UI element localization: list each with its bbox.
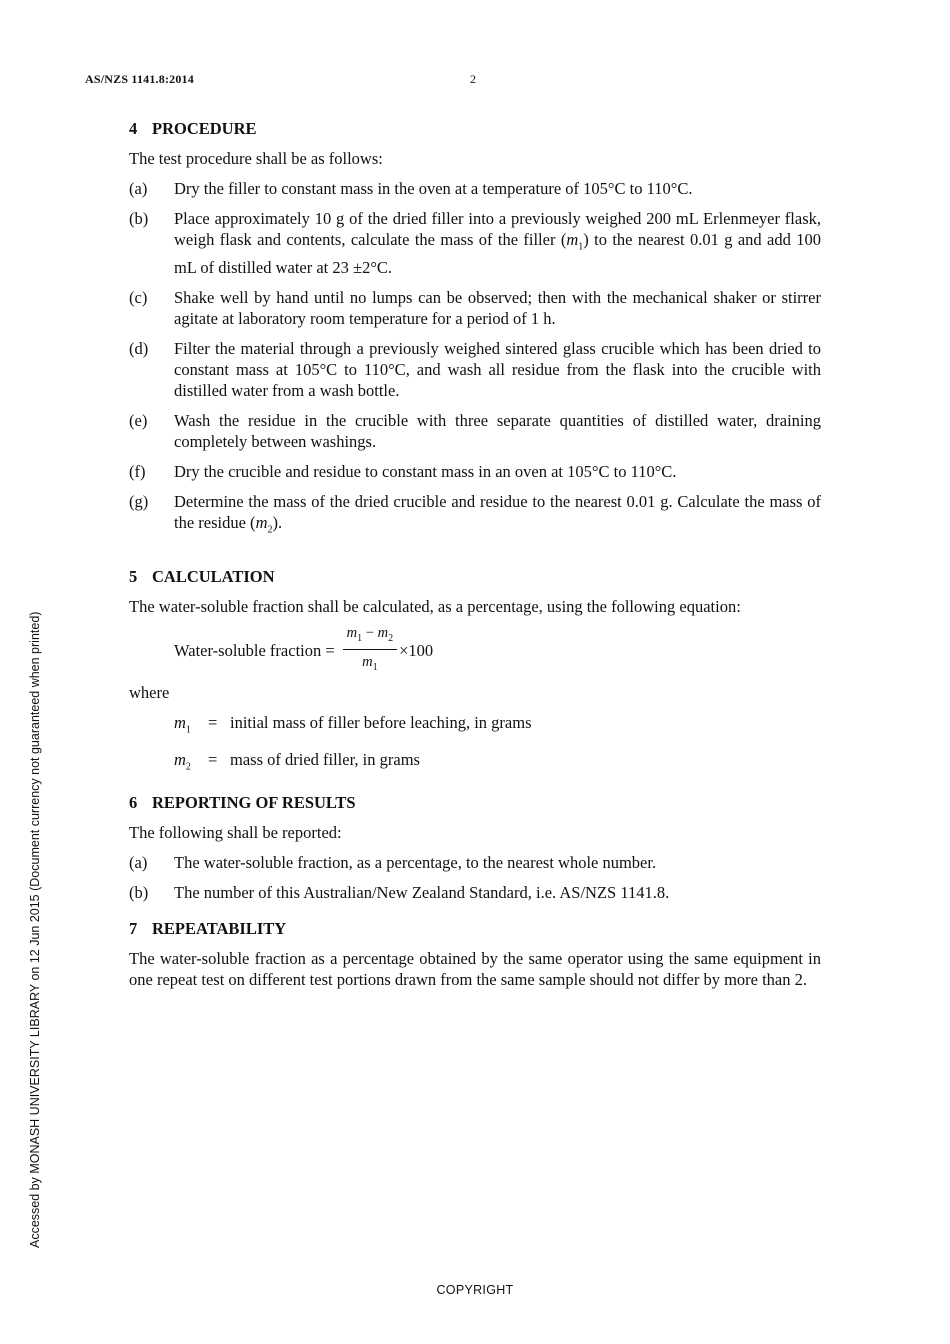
item-label: (g): [129, 492, 149, 512]
equation-multiplier: ×100: [399, 641, 434, 661]
document-body: [129, 118, 821, 999]
section-number: 4: [129, 119, 138, 138]
item-text: Determine the mass of the dried crucible and residue to the nearest 0.01 g. Calculate the mass of the residue $(m_2)$.: [174, 492, 821, 536]
standard-number: AS/NZS 1141.8:2014: [85, 72, 194, 86]
reporting-item-b: [129, 882, 821, 903]
item-text: Wash the residue in the crucible with three separate quantities of distilled water, draining completely between washings.: [174, 411, 821, 452]
section-number: 6: [129, 793, 138, 813]
definition-symbol: $m_2$: [174, 749, 191, 773]
item-text: Shake well by hand until no lumps can be observed; then with the mechanical shaker or stirrer agitate at laboratory room temperature for a period of 1 h.: [174, 288, 821, 329]
page-number: 2: [470, 72, 476, 86]
procedure-item-b: [129, 208, 821, 278]
section-title: REPEATABILITY: [152, 919, 287, 939]
item-label: (c): [129, 288, 148, 308]
item-label: (e): [129, 411, 148, 431]
procedure-item-c: [129, 287, 821, 329]
item-label: (f): [129, 462, 146, 482]
item-text: The water-soluble fraction, as a percentage, to the nearest whole number.: [174, 853, 657, 873]
definition-symbol: $m_1$: [174, 712, 191, 735]
section-number: 7: [129, 919, 138, 939]
procedure-item-d: [129, 338, 821, 401]
section-heading-procedure: [129, 118, 821, 139]
section-heading-reporting: [129, 792, 821, 813]
section-title: CALCULATION: [152, 566, 275, 586]
fraction-numerator: $m_1 - m_2$: [343, 625, 397, 650]
item-text: Dry the crucible and residue to constant mass in an oven at 105°C to 110°C.: [174, 462, 677, 482]
section-title: REPORTING OF RESULTS: [152, 793, 356, 813]
procedure-item-a: [129, 178, 821, 199]
reporting-intro: The following shall be reported:: [129, 823, 342, 843]
procedure-intro: The test procedure shall be as follows:: [129, 149, 383, 168]
procedure-item-e: [129, 410, 821, 452]
item-label: (a): [129, 853, 148, 873]
copyright-footer: COPYRIGHT: [436, 1283, 514, 1297]
item-label: (b): [129, 209, 149, 228]
section-heading-repeatability: [129, 918, 821, 939]
item-text: Place approximately 10 g of the dried filler into a previously weighed 200 mL Erlenmeyer flask, weigh flask and contents, calculate the mass of the filler $(m_1)$ to the nearest 0.01 g and add 100 mL of distilled water at 23 ±2°C.: [174, 209, 822, 278]
procedure-item-f: [129, 461, 821, 482]
definition-text: initial mass of filler before leaching, in grams: [230, 712, 532, 732]
section-heading-calculation: [129, 566, 821, 587]
definition-m1: [174, 712, 821, 740]
repeatability-text: The water-soluble fraction as a percentage obtained by the same operator using the same equipment in one repeat test on different test portions drawn from the same sample should not differ by more than 2.: [129, 949, 821, 990]
definition-equals: =: [208, 749, 218, 769]
equation: [174, 626, 821, 676]
item-label: (a): [129, 179, 148, 198]
item-text: The number of this Australian/New Zealand Standard, i.e. AS/NZS 1141.8.: [174, 883, 670, 903]
equation-fraction: [343, 625, 397, 676]
section-number: 5: [129, 566, 138, 586]
equation-label: Water-soluble fraction =: [174, 641, 335, 661]
definition-text: mass of dried filler, in grams: [230, 749, 420, 769]
definition-equals: =: [208, 712, 218, 732]
where-label: where: [129, 682, 170, 702]
item-label: (d): [129, 339, 149, 359]
item-text: Filter the material through a previously weighed sintered glass crucible which has been dried to constant mass at 105°C to 110°C, and wash all residue from the flask into the crucible with distilled water from a wash bottle.: [174, 339, 821, 401]
procedure-item-g: [129, 491, 821, 540]
access-watermark: Accessed by MONASH UNIVERSITY LIBRARY on 12 Jun 2015 (Document currency not guaranteed when printed): [28, 611, 42, 1248]
item-text: Dry the filler to constant mass in the oven at a temperature of 105°C to 110°C.: [174, 179, 693, 198]
calculation-intro: The water-soluble fraction shall be calculated, as a percentage, using the following equation:: [129, 596, 741, 616]
section-title: PROCEDURE: [152, 119, 257, 138]
definition-m2: [174, 749, 821, 777]
reporting-item-a: [129, 852, 821, 873]
fraction-denominator: $m_1$: [362, 654, 378, 673]
item-label: (b): [129, 883, 149, 903]
